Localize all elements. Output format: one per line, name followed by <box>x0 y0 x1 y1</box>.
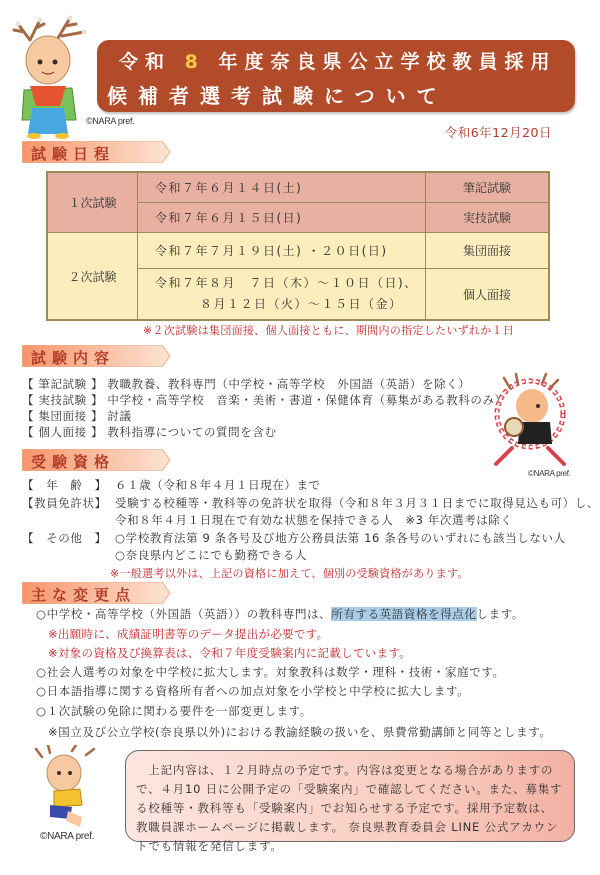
change-item-1 <box>36 606 524 622</box>
content-label: 【 実技試験 】 <box>22 393 104 407</box>
title-prefix: 令和 <box>119 51 172 73</box>
table-cell-stage-2: ２次試験 <box>48 233 138 319</box>
title-year: 8 <box>184 51 205 73</box>
eligibility-text-other: ○学校教育法第 9 条各号及び地方公務員法第 16 条各号のいずれにも該当しない人 <box>115 531 566 545</box>
change-item-1-note-2: ※対象の資格及び換算表は、令和７年度受験案内に記載しています。 <box>48 646 412 660</box>
change-item-1-highlight: 所有する英語資格を得点化 <box>331 607 477 621</box>
section-title-eligibility: 受験資格 <box>31 453 116 471</box>
change-item-1-suffix: します。 <box>476 607 524 621</box>
change-item-2: ○社会人選考の対象を中学校に拡大します。対象教科は数学・理科・技術・家庭です。 <box>36 665 505 679</box>
content-label: 【 筆記試験 】 <box>22 377 104 391</box>
table-cell-type: 筆記試験 <box>426 173 548 203</box>
section-header-schedule <box>22 141 172 163</box>
eligibility-label-other: 【 その他 】 <box>22 531 107 545</box>
content-text: 教職教養、教科専門（中学校・高等学校 外国語（英語）を除く） <box>107 377 471 391</box>
eligibility-label-license: 【教員免許状】 <box>22 496 107 510</box>
schedule-note: ※２次試験は集団面接、個人面接ともに、期間内の指定したいずれか１日 <box>143 324 515 337</box>
copyright-right: ©NARA pref. <box>528 469 571 478</box>
change-item-1-prefix: ○中学校・高等学校（外国語（英語））の教科専門は、 <box>36 607 332 621</box>
eligibility-note: ※一般選考以外は、上記の資格に加えて、個別の受験資格があります。 <box>110 567 469 580</box>
date-line-2: ８月１２日（火）～１５日（金） <box>200 297 403 311</box>
schedule-table <box>46 171 550 321</box>
section-header-eligibility <box>22 449 172 471</box>
change-item-3: ○日本語指導に関する資格所有者への加点対象を小学校と中学校に拡大します。 <box>36 684 470 698</box>
issue-date: 令和6年12月20日 <box>444 125 552 140</box>
change-item-1-note-1: ※出願時に、成績証明書等のデータ提出が必要です。 <box>48 627 329 641</box>
copyright-bottom: ©NARA pref. <box>40 831 95 842</box>
change-item-4-note: ※国立及び公立学校(奈良県以外)における教諭経験の扱いを、県費常勤講師と同等とします。 <box>48 725 552 739</box>
table-cell-type: 実技試験 <box>426 203 548 233</box>
title-suffix: 年度奈良県公立学校教員採用 <box>218 51 557 73</box>
content-label: 【 個人面接 】 <box>22 425 104 439</box>
content-item <box>22 408 132 424</box>
section-header-changes <box>22 582 172 604</box>
content-item <box>22 376 470 392</box>
title-line-2: 候補者選考試験について <box>107 84 448 108</box>
content-text: 教科指導についての質問を含む <box>107 425 277 439</box>
table-cell-date: 令和７年７月１９日(土) ・２０日(日) <box>138 233 426 269</box>
title-banner <box>97 40 575 112</box>
table-cell-type: 集団面接 <box>426 233 548 269</box>
table-cell-type: 個人面接 <box>426 269 548 319</box>
section-title-content: 試験内容 <box>31 349 116 367</box>
table-cell-date-multiline <box>138 269 426 319</box>
table-cell-date: 令和７年６月１４日(土) <box>138 173 426 203</box>
change-item-4: ○１次試験の免除に関わる要件を一部変更します。 <box>36 704 312 718</box>
table-cell-stage-1: １次試験 <box>48 173 138 233</box>
section-header-content <box>22 345 172 367</box>
eligibility-label-age: 【 年 齢 】 <box>22 478 107 492</box>
content-item <box>22 392 507 408</box>
eligibility-text-license: 令和８年４月１日現在で有効な状態を保持できる人 ※3 年次選考は除く <box>115 513 513 527</box>
table-cell-date: 令和７年６月１５日(日) <box>138 203 426 233</box>
section-title-changes: 主な変更点 <box>31 586 137 604</box>
content-item <box>22 424 277 440</box>
eligibility-text-license: 受験する校種等・教科等の免許状を取得（令和８年３月３１日までに取得見込も可）し、 <box>115 496 599 510</box>
eligibility-text-other: ○奈良県内どこにでも勤務できる人 <box>115 548 308 562</box>
content-text: 討議 <box>107 409 132 423</box>
mascot-reading-illustration <box>32 745 107 835</box>
title-line-1 <box>119 47 557 74</box>
date-line-1: 令和７年８月 ７日（木）～１０日（日)、 <box>155 276 418 290</box>
content-text: 中学校・高等学校 音楽・美術・書道・保健体育（募集がある教科のみ） <box>107 393 507 407</box>
content-label: 【 集団面接 】 <box>22 409 104 423</box>
info-notice-box: 上記内容は、１２月時点の予定です。内容は変更となる場合がありますので、４月10 日に公開予定の「受験案内」で確認してください。また、募集する校種等・教科等も「受験案内」でお知らせする予定です。採用予定数は、教職員課ホームページに掲載します。 奈良県教育委員会 LINE 公式アカウントでも情報を発信します。 <box>125 750 575 842</box>
section-title-schedule: 試験日程 <box>31 145 116 163</box>
copyright-top: ©NARA pref. <box>86 116 135 126</box>
mascot-drum-illustration <box>490 372 570 472</box>
eligibility-text-age: ６１歳（令和８年４月１日現在）まで <box>115 478 321 492</box>
